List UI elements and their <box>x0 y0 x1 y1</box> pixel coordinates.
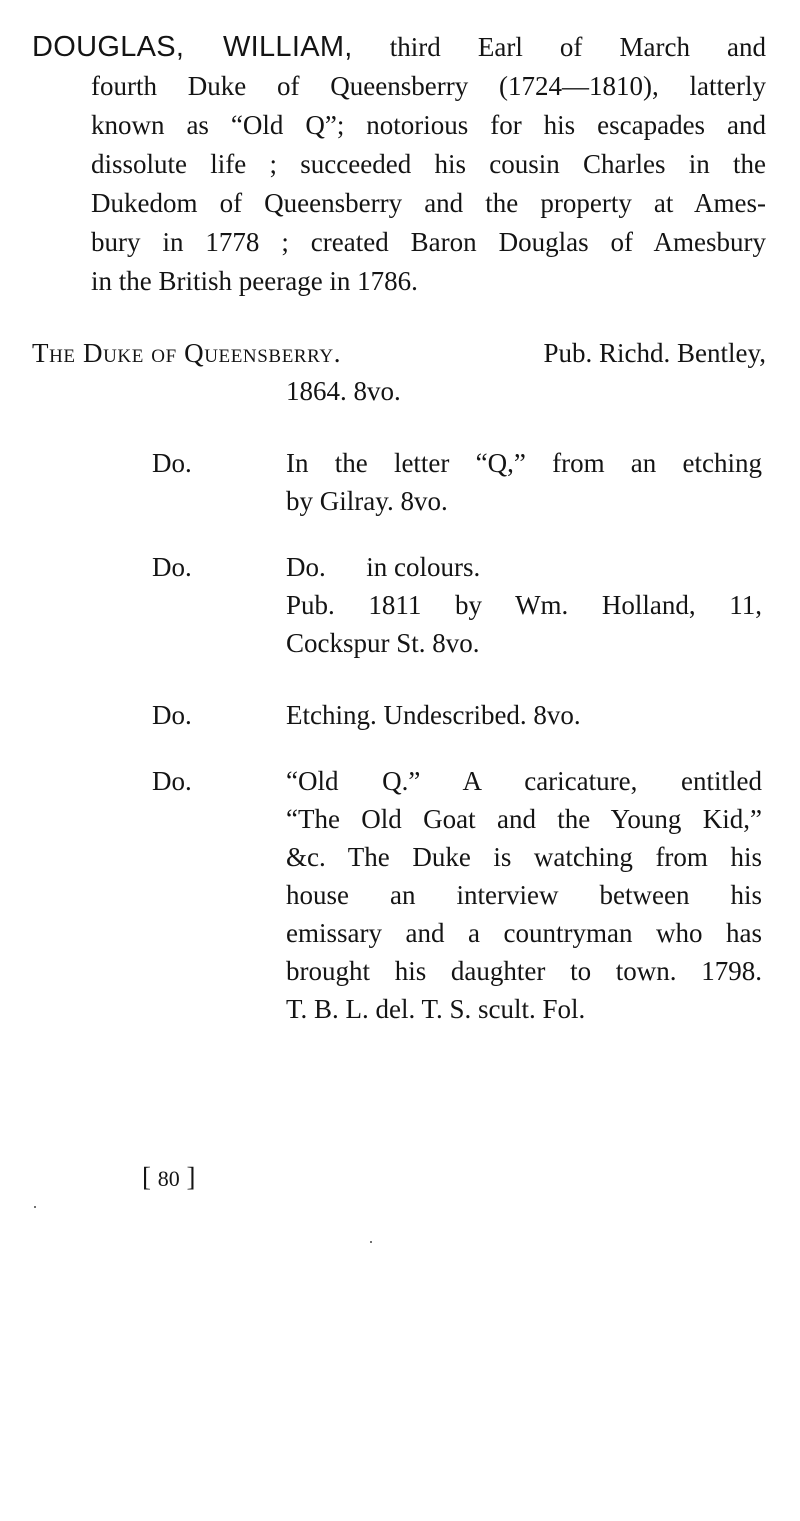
page-number-close-bracket: ] <box>186 1162 196 1192</box>
portrait-title-smallcaps: The Duke of Queensberry. <box>32 338 342 368</box>
item-line: T. B. L. del. T. S. scult. Fol. <box>286 994 586 1024</box>
entry-line: in the British peerage in 1786. <box>91 266 418 296</box>
item-description <box>286 762 762 1028</box>
portrait-title-row <box>32 334 766 372</box>
item-line: &c. The Duke is watching from his <box>286 842 762 872</box>
item-label: Do. <box>152 700 192 730</box>
item-line: by Gilray. 8vo. <box>286 486 448 516</box>
item-description <box>286 548 762 662</box>
entry-name: DOUGLAS, WILLIAM, <box>32 31 353 63</box>
item-line: Do. in colours. <box>286 552 481 582</box>
entry-first-line <box>32 28 766 67</box>
entry-line: third Earl of March and <box>389 32 767 62</box>
item-description <box>286 696 762 734</box>
page-number-open-bracket: [ <box>142 1162 151 1192</box>
item-line: emissary and a countryman who has <box>286 918 762 948</box>
scan-speck <box>34 1206 36 1208</box>
item-label: Do. <box>152 448 192 478</box>
entry-heading-paragraph <box>32 28 766 301</box>
item-description <box>286 444 762 520</box>
item-line: Pub. 1811 by Wm. Holland, 11, <box>286 590 762 620</box>
portrait-title <box>32 334 766 410</box>
entry-line: fourth Duke of Queensberry (1724—1810), latterly <box>91 71 766 101</box>
item-line: “Old Q.” A caricature, entitled <box>286 766 762 796</box>
page-number-value: 80 <box>157 1166 180 1191</box>
scan-speck <box>370 1241 372 1243</box>
portrait-title-continuation: 1864. 8vo. <box>286 376 401 406</box>
item-line: Cockspur St. 8vo. <box>286 628 480 658</box>
entry-line: Dukedom of Queensberry and the property at Ames- <box>91 188 766 218</box>
entry-line: bury in 1778 ; created Baron Douglas of Amesbury <box>91 227 766 257</box>
item-line: brought his daughter to town. 1798. <box>286 956 762 986</box>
entry-line: dissolute life ; succeeded his cousin Charles in the <box>91 149 766 179</box>
portrait-title-publisher: Pub. Richd. Bentley, <box>543 338 766 368</box>
item-line: In the letter “Q,” from an etching <box>286 448 762 478</box>
item-label: Do. <box>152 766 192 796</box>
item-line: Etching. Undescribed. 8vo. <box>286 700 581 730</box>
item-line: “The Old Goat and the Young Kid,” <box>286 804 762 834</box>
page-number <box>142 1158 196 1198</box>
entry-line: known as “Old Q”; notorious for his escapades and <box>91 110 766 140</box>
item-label: Do. <box>152 552 192 582</box>
item-line: house an interview between his <box>286 880 762 910</box>
